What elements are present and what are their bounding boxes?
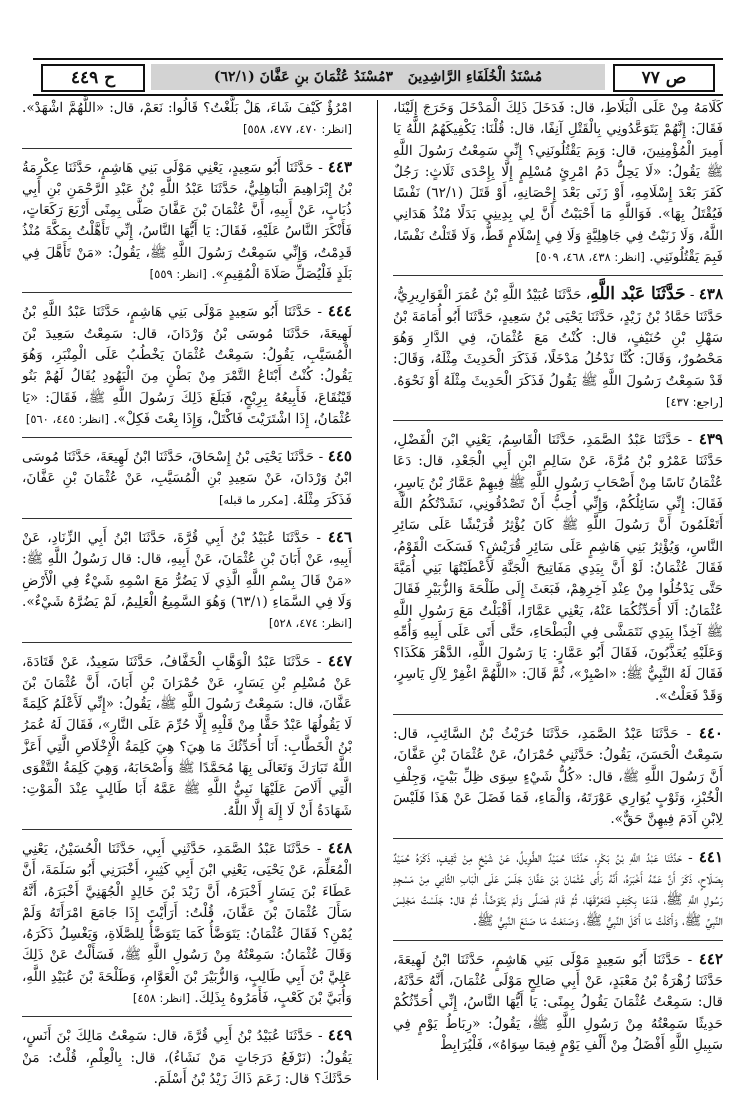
hadith-entry: ٤٤٢ - حَدَّثَنَا أَبُو سَعِيدٍ مَوْلَى بَنِي هَاشِمٍ، حَدَّثَنَا ابْنُ لَهِيعَةَ، حَدَّثَنَا زُهْرَةُ بْنُ مَعْبَدٍ، عَنْ أَبِي صَالِحٍ مَوْلَى عُثْمَانَ، أَنَّهُ حَدَّثَهُ، قال: سَمِعْتُ عُثْمَانَ يَقُولُ بِمِنًى: يَا أَيُّهَا النَّاسُ، إِنِّي أُحَدِّثُكُمْ حَدِيثًا سَمِعْتُهُ مِنْ رَسُولِ اللَّهِ ﷺ، يَقُولُ: «رِبَاطُ يَوْمٍ فِي سَبِيلِ اللَّهِ أَفْضَلُ مِنْ أَلْفِ يَوْمٍ فِيمَا سِوَاهُ»، فَلْيُرَابِطْ: [393, 949, 723, 1053]
divider: [393, 420, 723, 421]
hadith-number: ٤٤٥: [327, 447, 352, 466]
page-number-box: [613, 64, 715, 92]
cross-reference: [مكرر ما قبله]: [218, 492, 289, 507]
divider: [393, 838, 723, 839]
entry-body: حَدَّثَنَا عُبَيْدُ بْنُ أَبِي قُرَّةَ، قال: سَمِعْتُ مَالِكَ بْنَ أَنَسٍ، يَقُولُ: (نَرْفَعُ دَرَجَاتٍ مَنْ نَشَاءُ)، قال: بِالْعِلْمِ، قُلْتُ: مَنْ حَدَّثَكَ؟ قال: زَعَمَ ذَاكَ زَيْدُ بْنُ أَسْلَمَ.: [22, 1028, 352, 1087]
book-title: مُسْنَدُ الْخُلَفَاءِ الرَّاشِدِينَ: [407, 69, 543, 85]
hadith-number: ٤٤٩: [327, 1026, 352, 1045]
divider: [22, 437, 352, 438]
continuation-text: [393, 98, 723, 268]
left-column: [22, 98, 352, 1097]
hadith-entry: ٤٤٠ - حَدَّثَنَا عَبْدُ الصَّمَدِ، حَدَّثَنَا حُرَيْثُ بْنُ السَّائِبِ، قال: سَمِعْتُ الْحَسَنَ، يَقُولُ: حَدَّثَنِي حُمْرَانُ، عَنْ عُثْمَانَ بْنِ عَفَّانَ، أَنَّ رَسُولَ اللَّهِ ﷺ، قال: «كُلُّ شَيْءٍ سِوَى ظِلِّ بَيْتٍ، وَجِلْفِ الْخُبْزِ، وَثَوْبٍ يُوَارِي عَوْرَتَهُ، وَالْمَاءِ، فَمَا فَضَلَ عَنْ هَذَا فَلَيْسَ لِابْنِ آدَمَ فِيهِنَّ حَقٌّ».: [393, 724, 723, 828]
divider: [393, 714, 723, 715]
hadith-number: ٤٤١: [698, 847, 723, 866]
hadith-number: ٤٤٤: [327, 302, 352, 321]
entry-body: حَدَّثَنَا عَبْدُ الصَّمَدِ، حَدَّثَنَا الْقَاسِمُ، يَعْنِي ابْنَ الْفَضْلِ، حَدَّثَنَا عَمْرُو بْنُ مُرَّةَ، عَنْ سَالِمِ ابْنِ أَبِي الْجَعْدِ، قال: دَعَا عُثْمَانُ نَاسًا مِنْ أَصْحَابِ رَسُولِ اللَّهِ ﷺ فِيهِمْ عَمَّارُ بْنُ يَاسِرٍ، فَقَالَ: إِنِّي سَائِلُكُمْ، وَإِنِّي أُحِبُّ أَنْ تَصْدُقُونِي، نَشَدْتُكُمُ اللَّهَ أَتَعْلَمُونَ أَنَّ رَسُولَ اللَّهِ ﷺ كَانَ يُؤْثِرُ قُرَيْشًا عَلَى سَائِرِ النَّاسِ، وَيُؤْثِرُ بَنِي هَاشِمٍ عَلَى سَائِرِ قُرَيْشٍ؟ فَسَكَتَ الْقَوْمُ، فَقَالَ عُثْمَانُ: لَوْ أَنَّ بِيَدِي مَفَاتِيحَ الْجَنَّةِ لَأَعْطَيْتُهَا بَنِي أُمَيَّةَ حَتَّى يَدْخُلُوا مِنْ عِنْدِ آخِرِهِمْ، فَبَعَثَ إِلَى طَلْحَةَ وَالزُّبَيْرِ فَقَالَ عُثْمَانُ: أَلَا أُحَدِّثُكُمَا عَنْهُ، يَعْنِي عَمَّارًا، أَقْبَلْتُ مَعَ رَسُولِ اللَّهِ ﷺ آخِذًا بِيَدِي نَتَمَشَّى فِي الْبَطْحَاءِ، حَتَّى أَتَى عَلَى أَبِيهِ وَأُمِّهِ وَعَلَيْهِ يُعَذَّبُونَ، فَقَالَ أَبُو عَمَّارٍ: يَا رَسُولَ اللَّهِ، الدَّهْرَ هَكَذَا؟ فَقَالَ لَهُ النَّبِيُّ ﷺ: «اصْبِرْ»، ثُمَّ قَالَ: «اللَّهُمَّ اغْفِرْ لِآلِ يَاسِرٍ، وَقَدْ فَعَلْتُ».: [393, 432, 723, 704]
entry-body: حَدَّثَنَا يَحْيَى بْنُ إِسْحَاقَ، حَدَّثَنَا ابْنُ لَهِيعَةَ، حَدَّثَنَا مُوسَى ابْنُ وَرْدَانَ، عَنْ سَعِيدِ بْنِ الْمُسَيَّبِ، عَنْ عُثْمَانَ بْنِ عَفَّانَ، فَذَكَرَ مِثْلَهُ.: [22, 449, 352, 508]
hadith-entry: ٤٤١ - حَدَّثَنَا عَبْدُ اللَّهِ بْنُ بَكْرٍ، حَدَّثَنَا حُمَيْدٌ الطَّوِيلُ، عَنْ شَيْخٍ مِنْ ثَقِيفٍ، ذَكَرَهُ حُمَيْدٌ بِصَلَاحٍ، ذَكَرَ أَنَّ عَمَّهُ أَخْبَرَهُ، أَنَّهُ رَأَى عُثْمَانَ بْنَ عَفَّانَ جَلَسَ عَلَى الْبَابِ الثَّانِي مِنْ مَسْجِدِ رَسُولِ اللَّهِ ﷺ، فَدَعَا بِكَتِفٍ فَتَعَرَّقَهَا، ثُمَّ قَامَ فَصَلَّى وَلَمْ يَتَوَضَّأْ، ثُمَّ قال: جَلَسْتُ مَجْلِسَ النَّبِيِّ ﷺ، وَأَكَلْتُ مَا أَكَلَ النَّبِيُّ ﷺ، وَصَنَعْتُ مَا صَنَعَ النَّبِيُّ ﷺ.: [393, 847, 723, 930]
page-number: ص ٧٧: [641, 68, 687, 88]
hadith-range-box: [41, 64, 145, 92]
entry-body: كَلَامَهُ مِنْ عَلَى الْبَلَاطِ، قال: فَدَخَلَ ذَلِكَ الْمَدْخَلَ وَخَرَجَ إِلَيْنَا، فَقَالَ: إِنَّهُمْ يَتَوَعَّدُونِي بِالْقَتْلِ آنِفًا، قال: قُلْنَا: يَكْفِيكَهُمُ اللَّهُ يَا أَمِيرَ الْمُؤْمِنِينَ، قال: وَبِمَ يَقْتُلُونَنِي؟ إِنِّي سَمِعْتُ رَسُولَ اللَّهِ ﷺ يَقُولُ: «لَا يَحِلُّ دَمُ امْرِئٍ مُسْلِمٍ إِلَّا بِإِحْدَى ثَلَاثٍ: رَجُلٌ كَفَرَ بَعْدَ إِسْلَامِهِ، أَوْ زَنَى بَعْدَ إِحْصَانِهِ، أَوْ قَتَلَ (٦٢/١) نَفْسًا فَيُقْتَلُ بِهَا». فَوَاللَّهِ مَا أَحْبَبْتُ أَنَّ لِي بِدِينِي بَدَلًا مُنْذُ هَدَانِي اللَّهُ، وَلَا زَنَيْتُ فِي جَاهِلِيَّةٍ وَلَا فِي إِسْلَامٍ قَطُّ، وَلَا قَتَلْتُ نَفْسًا، فَبِمَ يَقْتُلُونَنِي.: [393, 100, 723, 266]
entry-body: حَدَّثَنَا أَبُو سَعِيدٍ، يَعْنِي مَوْلَى بَنِي هَاشِمٍ، حَدَّثَنَا عِكْرِمَةُ بْنُ إِبْرَاهِيمَ الْبَاهِلِيُّ، حَدَّثَنَا عَبْدُ اللَّهِ بْنُ عَبْدِ الرَّحْمَنِ بْنِ أَبِي ذُبَابٍ، عَنْ أَبِيهِ، أَنَّ عُثْمَانَ بْنَ عَفَّانَ صَلَّى بِمِنًى أَرْبَعَ رَكَعَاتٍ، فَأَنْكَرَ النَّاسُ عَلَيْهِ، فَقَالَ: يَا أَيُّهَا النَّاسُ، إِنِّي تَأَهَّلْتُ بِمَكَّةَ مُنْذُ قَدِمْتُ، وَإِنِّي سَمِعْتُ رَسُولَ اللَّهِ ﷺ، يَقُولُ: «مَنْ تَأَهَّلَ فِي بَلَدٍ فَلْيُصَلِّ صَلَاةَ الْمُقِيمِ».: [22, 159, 352, 283]
entry-body: حَدَّثَنَا أَبُو سَعِيدٍ مَوْلَى بَنِي هَاشِمٍ، حَدَّثَنَا عَبْدُ اللَّهِ بْنُ لَهِيعَةَ، حَدَّثَنَا مُوسَى بْنُ وَرْدَانَ، قال: سَمِعْتُ سَعِيدَ بْنَ الْمُسَيَّبِ، يَقُولُ: سَمِعْتُ عُثْمَانَ يَخْطُبُ عَلَى الْمِنْبَرِ، وَهُوَ يَقُولُ: كُنْتُ أَبْتَاعُ التَّمْرَ مِنْ بَطْنٍ مِنَ الْيَهُودِ يُقَالُ لَهُمْ بَنُو قَيْنُقَاعَ، فَأَبِيعُهُ بِرِبْحٍ، فَبَلَغَ ذَلِكَ رَسُولَ اللَّهِ ﷺ، فَقَالَ: «يَا عُثْمَانُ، إِذَا اشْتَرَيْتَ فَاكْتَلْ، وَإِذَا بِعْتَ فَكِلْ».: [22, 304, 352, 427]
hadith-entry: ٤٤٣ - حَدَّثَنَا أَبُو سَعِيدٍ، يَعْنِي مَوْلَى بَنِي هَاشِمٍ، حَدَّثَنَا عِكْرِمَةُ بْنُ إِبْرَاهِيمَ الْبَاهِلِيُّ، حَدَّثَنَا عَبْدُ اللَّهِ بْنُ عَبْدِ الرَّحْمَنِ بْنِ أَبِي ذُبَابٍ، عَنْ أَبِيهِ، أَنَّ عُثْمَانَ بْنَ عَفَّانَ صَلَّى بِمِنًى أَرْبَعَ رَكَعَاتٍ، فَأَنْكَرَ النَّاسُ عَلَيْهِ، فَقَالَ: يَا أَيُّهَا النَّاسُ، إِنِّي تَأَهَّلْتُ بِمَكَّةَ مُنْذُ قَدِمْتُ، وَإِنِّي سَمِعْتُ رَسُولَ اللَّهِ ﷺ، يَقُولُ: «مَنْ تَأَهَّلَ فِي بَلَدٍ فَلْيُصَلِّ صَلَاةَ الْمُقِيمِ». [انظر: ٥٥٩]: [22, 157, 352, 283]
right-column: [393, 98, 723, 1063]
continuation-text: [22, 98, 352, 141]
hadith-range: ح ٤٤٩: [70, 68, 116, 88]
hadith-entry: ٤٤٧ - حَدَّثَنَا عَبْدُ الْوَهَّابِ الْخَفَّافُ، حَدَّثَنَا سَعِيدٌ، عَنْ قَتَادَةَ، عَنْ مُسْلِمِ بْنِ يَسَارٍ، عَنْ حُمْرَانَ بْنِ أَبَانَ، أَنَّ عُثْمَانَ بْنَ عَفَّانَ، قال: سَمِعْتُ رَسُولَ اللَّهِ ﷺ، يَقُولُ: «إِنِّي لَأَعْلَمُ كَلِمَةً لَا يَقُولُهَا عَبْدٌ حَقًّا مِنْ قَلْبِهِ إِلَّا حُرِّمَ عَلَى النَّارِ»، فَقَالَ لَهُ عُمَرُ بْنُ الْخَطَّابِ: أَنَا أُحَدِّثُكَ مَا هِيَ؟ هِيَ كَلِمَةُ الْإِخْلَاصِ الَّتِي أَعَزَّ اللَّهُ تَبَارَكَ وَتَعَالَى بِهَا مُحَمَّدًا ﷺ وَأَصْحَابَهُ، وَهِيَ كَلِمَةُ التَّقْوَى الَّتِي أَلَاصَ عَلَيْهَا نَبِيُّ اللَّهِ ﷺ عَمَّهُ أَبَا طَالِبٍ عِنْدَ الْمَوْتِ: شَهَادَةُ أَنْ لَا إِلَهَ إِلَّا اللَّهُ.: [22, 651, 352, 819]
divider: [393, 275, 723, 276]
hadith-number: ٤٣٨: [698, 285, 723, 304]
entry-body: امْرُؤٌ كَيْفَ شَاءَ، هَلْ بَلَّغْتُ؟ قَالُوا: نَعَمْ، قال: «اللَّهُمَّ اشْهَدْ».: [22, 100, 352, 116]
hadith-entry: ٤٤٥ - حَدَّثَنَا يَحْيَى بْنُ إِسْحَاقَ، حَدَّثَنَا ابْنُ لَهِيعَةَ، حَدَّثَنَا مُوسَى ابْنُ وَرْدَانَ، عَنْ سَعِيدِ بْنِ الْمُسَيَّبِ، عَنْ عُثْمَانَ بْنِ عَفَّانَ، فَذَكَرَ مِثْلَهُ. [مكرر ما قبله]: [22, 447, 352, 508]
entry-body: حَدَّثَنَا عَبْدُ الْوَهَّابِ الْخَفَّافُ، حَدَّثَنَا سَعِيدٌ، عَنْ قَتَادَةَ، عَنْ مُسْلِمِ بْنِ يَسَارٍ، عَنْ حُمْرَانَ بْنِ أَبَانَ، أَنَّ عُثْمَانَ بْنَ عَفَّانَ، قال: سَمِعْتُ رَسُولَ اللَّهِ ﷺ، يَقُولُ: «إِنِّي لَأَعْلَمُ كَلِمَةً لَا يَقُولُهَا عَبْدٌ حَقًّا مِنْ قَلْبِهِ إِلَّا حُرِّمَ عَلَى النَّارِ»، فَقَالَ لَهُ عُمَرُ بْنُ الْخَطَّابِ: أَنَا أُحَدِّثُكَ مَا هِيَ؟ هِيَ كَلِمَةُ الْإِخْلَاصِ الَّتِي أَعَزَّ اللَّهُ تَبَارَكَ وَتَعَالَى بِهَا مُحَمَّدًا ﷺ وَأَصْحَابَهُ، وَهِيَ كَلِمَةُ التَّقْوَى الَّتِي أَلَاصَ عَلَيْهَا نَبِيُّ اللَّهِ ﷺ عَمَّهُ أَبَا طَالِبٍ عِنْدَ الْمَوْتِ: شَهَادَةُ أَنْ لَا إِلَهَ إِلَّا اللَّهُ.: [22, 653, 352, 819]
hadith-entry: ٤٤٩ - حَدَّثَنَا عُبَيْدُ بْنُ أَبِي قُرَّةَ، قال: سَمِعْتُ مَالِكَ بْنَ أَنَسٍ، يَقُولُ: (نَرْفَعُ دَرَجَاتٍ مَنْ نَشَاءُ)، قال: بِالْعِلْمِ، قُلْتُ: مَنْ حَدَّثَكَ؟ قال: زَعَمَ ذَاكَ زَيْدُ بْنُ أَسْلَمَ.: [22, 1026, 352, 1087]
hadith-number: ٤٤٨: [327, 838, 352, 857]
running-title: [151, 64, 605, 90]
section-title: ٣مُسْنَدُ عُثْمَانَ بنِ عَفَّانَ (٦٢/١): [213, 69, 394, 85]
hadith-entry: ٤٤٤ - حَدَّثَنَا أَبُو سَعِيدٍ مَوْلَى بَنِي هَاشِمٍ، حَدَّثَنَا عَبْدُ اللَّهِ بْنُ لَهِيعَةَ، حَدَّثَنَا مُوسَى بْنُ وَرْدَانَ، قال: سَمِعْتُ سَعِيدَ بْنَ الْمُسَيَّبِ، يَقُولُ: سَمِعْتُ عُثْمَانَ يَخْطُبُ عَلَى الْمِنْبَرِ، وَهُوَ يَقُولُ: كُنْتُ أَبْتَاعُ التَّمْرَ مِنْ بَطْنٍ مِنَ الْيَهُودِ يُقَالُ لَهُمْ بَنُو قَيْنُقَاعَ، فَأَبِيعُهُ بِرِبْحٍ، فَبَلَغَ ذَلِكَ رَسُولَ اللَّهِ ﷺ، فَقَالَ: «يَا عُثْمَانُ، إِذَا اشْتَرَيْتَ فَاكْتَلْ، وَإِذَا بِعْتَ فَكِلْ». [انظر: ٤٤٥، ٥٦٠]: [22, 302, 352, 427]
hadith-entry: ٤٣٩ - حَدَّثَنَا عَبْدُ الصَّمَدِ، حَدَّثَنَا الْقَاسِمُ، يَعْنِي ابْنَ الْفَضْلِ، حَدَّثَنَا عَمْرُو بْنُ مُرَّةَ، عَنْ سَالِمِ ابْنِ أَبِي الْجَعْدِ، قال: دَعَا عُثْمَانُ نَاسًا مِنْ أَصْحَابِ رَسُولِ اللَّهِ ﷺ فِيهِمْ عَمَّارُ بْنُ يَاسِرٍ، فَقَالَ: إِنِّي سَائِلُكُمْ، وَإِنِّي أُحِبُّ أَنْ تَصْدُقُونِي، نَشَدْتُكُمُ اللَّهَ أَتَعْلَمُونَ أَنَّ رَسُولَ اللَّهِ ﷺ كَانَ يُؤْثِرُ قُرَيْشًا عَلَى سَائِرِ النَّاسِ، وَيُؤْثِرُ بَنِي هَاشِمٍ عَلَى سَائِرِ قُرَيْشٍ؟ فَسَكَتَ الْقَوْمُ، فَقَالَ عُثْمَانُ: لَوْ أَنَّ بِيَدِي مَفَاتِيحَ الْجَنَّةِ لَأَعْطَيْتُهَا بَنِي أُمَيَّةَ حَتَّى يَدْخُلُوا مِنْ عِنْدِ آخِرِهِمْ، فَبَعَثَ إِلَى طَلْحَةَ وَالزُّبَيْرِ فَقَالَ عُثْمَانُ: أَلَا أُحَدِّثُكُمَا عَنْهُ، يَعْنِي عَمَّارًا، أَقْبَلْتُ مَعَ رَسُولِ اللَّهِ ﷺ آخِذًا بِيَدِي نَتَمَشَّى فِي الْبَطْحَاءِ، حَتَّى أَتَى عَلَى أَبِيهِ وَأُمِّهِ وَعَلَيْهِ يُعَذَّبُونَ، فَقَالَ أَبُو عَمَّارٍ: يَا رَسُولَ اللَّهِ، الدَّهْرَ هَكَذَا؟ فَقَالَ لَهُ النَّبِيُّ ﷺ: «اصْبِرْ»، ثُمَّ قَالَ: «اللَّهُمَّ اغْفِرْ لِآلِ يَاسِرٍ، وَقَدْ فَعَلْتُ».: [393, 430, 723, 704]
hadith-number: ٤٤٠: [698, 724, 723, 743]
cross-reference: [انظر: ٤٧٤، ٥٢٨]: [268, 616, 352, 631]
entry-body: حَدَّثَنَا عَبْدُ الصَّمَدِ، حَدَّثَنِي أَبِي، حَدَّثَنَا الْحُسَيْنُ، يَعْنِي الْمُعَلِّمَ، عَنْ يَحْيَى، يَعْنِي ابْنَ أَبِي كَثِيرٍ، أَخْبَرَنِي أَبُو سَلَمَةَ، أَنَّ عَطَاءَ بْنَ يَسَارٍ أَخْبَرَهُ، أَنَّ زَيْدَ بْنَ خَالِدٍ الْجُهَنِيَّ أَخْبَرَهُ، أَنَّهُ سَأَلَ عُثْمَانَ بْنَ عَفَّانَ، قُلْتُ: أَرَأَيْتَ إِذَا جَامَعَ امْرَأَتَهُ وَلَمْ يُمْنِ؟ فَقَالَ عُثْمَانُ: يَتَوَضَّأُ كَمَا يَتَوَضَّأُ لِلصَّلَاةِ، وَيَغْسِلُ ذَكَرَهُ، وَقَالَ عُثْمَانُ: سَمِعْتُهُ مِنْ رَسُولِ اللَّهِ ﷺ، فَسَأَلْتُ عَنْ ذَلِكَ عَلِيَّ بْنَ أَبِي طَالِبٍ، وَالزُّبَيْرَ بْنَ الْعَوَّامِ، وَطَلْحَةَ بْنَ عُبَيْدِ اللَّهِ، وَأُبَيَّ بْنَ كَعْبٍ، فَأَمَرُوهُ بِذَلِكَ.: [22, 840, 352, 1006]
divider: [22, 148, 352, 149]
divider: [393, 940, 723, 941]
page-header: [33, 58, 723, 96]
divider: [22, 642, 352, 643]
divider: [22, 518, 352, 519]
hadith-number: ٤٤٣: [327, 157, 352, 176]
entry-body: حَدَّثَنَا أَبُو سَعِيدٍ مَوْلَى بَنِي هَاشِمٍ، حَدَّثَنَا ابْنُ لَهِيعَةَ، حَدَّثَنَا زُهْرَةُ بْنُ مَعْبَدٍ، عَنْ أَبِي صَالِحٍ مَوْلَى عُثْمَانَ، أَنَّهُ حَدَّثَهُ، قال: سَمِعْتُ عُثْمَانَ يَقُولُ بِمِنًى: يَا أَيُّهَا النَّاسُ، إِنِّي أُحَدِّثُكُمْ حَدِيثًا سَمِعْتُهُ مِنْ رَسُولِ اللَّهِ ﷺ، يَقُولُ: «رِبَاطُ يَوْمٍ فِي سَبِيلِ اللَّهِ أَفْضَلُ مِنْ أَلْفِ يَوْمٍ فِيمَا سِوَاهُ»، فَلْيُرَابِطْ: [393, 951, 723, 1053]
hadith-number: ٤٣٩: [698, 430, 723, 449]
entry-body: حَدَّثَنَا عُبَيْدُ بْنُ أَبِي قُرَّةَ، حَدَّثَنَا ابْنُ أَبِي الزِّنَادِ، عَنْ أَبِيهِ، عَنْ أَبَانَ بْنِ عُثْمَانَ، عَنْ أَبِيهِ، قال: قال رَسُولُ اللَّهِ ﷺ: «مَنْ قَالَ بِسْمِ اللَّهِ الَّذِي لَا يَضُرُّ مَعَ اسْمِهِ شَيْءٌ فِي الْأَرْضِ وَلَا فِي السَّمَاءِ (٦٣/١) وَهُوَ السَّمِيعُ الْعَلِيمُ، لَمْ يَضُرَّهُ شَيْءٌ».: [22, 530, 352, 610]
hadith-entry: ٤٤٦ - حَدَّثَنَا عُبَيْدُ بْنُ أَبِي قُرَّةَ، حَدَّثَنَا ابْنُ أَبِي الزِّنَادِ، عَنْ أَبِيهِ، عَنْ أَبَانَ بْنِ عُثْمَانَ، عَنْ أَبِيهِ، قال: قال رَسُولُ اللَّهِ ﷺ: «مَنْ قَالَ بِسْمِ اللَّهِ الَّذِي لَا يَضُرُّ مَعَ اسْمِهِ شَيْءٌ فِي الْأَرْضِ وَلَا فِي السَّمَاءِ (٦٣/١) وَهُوَ السَّمِيعُ الْعَلِيمُ، لَمْ يَضُرَّهُ شَيْءٌ». [انظر: ٤٧٤، ٥٢٨]: [22, 528, 352, 631]
cross-reference: [انظر: ٤٧٠، ٤٧٧، ٥٥٨]: [242, 122, 352, 137]
hadith-heading: حَدَّثَنَا عَبْد اللَّهِ: [590, 284, 686, 305]
divider: [22, 829, 352, 830]
cross-reference: [انظر: ٥٥٩]: [149, 267, 207, 282]
hadith-number: ٤٤٦: [327, 528, 352, 547]
cross-reference: [انظر: ٤٣٨، ٤٦٨، ٥٠٩]: [535, 250, 645, 265]
entry-body: حَدَّثَنَا عَبْدُ اللَّهِ بْنُ بَكْرٍ، حَدَّثَنَا حُمَيْدٌ الطَّوِيلُ، عَنْ شَيْخٍ مِنْ ثَقِيفٍ، ذَكَرَهُ حُمَيْدٌ بِصَلَاحٍ، ذَكَرَ أَنَّ عَمَّهُ أَخْبَرَهُ، أَنَّهُ رَأَى عُثْمَانَ بْنَ عَفَّانَ جَلَسَ عَلَى الْبَابِ الثَّانِي مِنْ مَسْجِدِ رَسُولِ اللَّهِ ﷺ، فَدَعَا بِكَتِفٍ فَتَعَرَّقَهَا، ثُمَّ قَامَ فَصَلَّى وَلَمْ يَتَوَضَّأْ، ثُمَّ قال: جَلَسْتُ مَجْلِسَ النَّبِيِّ ﷺ، وَأَكَلْتُ مَا أَكَلَ النَّبِيُّ ﷺ، وَصَنَعْتُ مَا صَنَعَ النَّبِيُّ ﷺ.: [393, 849, 723, 930]
entry-body: ، حَدَّثَنَا عُبَيْدُ اللَّهِ بْنُ عُمَرَ الْقَوَارِيرِيُّ، حَدَّثَنَا حَمَّادُ بْنُ زَيْدٍ، حَدَّثَنَا يَحْيَى بْنُ سَعِيدٍ، حَدَّثَنَا أَبُو أُمَامَةَ بْنُ سَهْلِ بْنِ حُنَيْفٍ، قال: كُنْتُ مَعَ عُثْمَانَ، فِي الدَّارِ وَهُوَ مَحْصُورٌ، وَقَالَ: كُنَّا نَدْخُلُ مَدْخَلًا، فَذَكَرَ الْحَدِيثَ مِثْلَهُ، وَقَالَ: قَدْ سَمِعْتُ رَسُولَ اللَّهِ ﷺ يَقُولُ فَذَكَرَ الْحَدِيثَ مِثْلَهُ أَوْ نَحْوَهُ.: [393, 287, 723, 389]
divider: [22, 292, 352, 293]
divider: [22, 1016, 352, 1017]
cross-reference: [انظر: ٤٤٥، ٥٦٠]: [25, 411, 109, 426]
entry-body: حَدَّثَنَا عَبْدُ الصَّمَدِ، حَدَّثَنَا حُرَيْثُ بْنُ السَّائِبِ، قال: سَمِعْتُ الْحَسَنَ، يَقُولُ: حَدَّثَنِي حُمْرَانُ، عَنْ عُثْمَانَ بْنِ عَفَّانَ، أَنَّ رَسُولَ اللَّهِ ﷺ، قال: «كُلُّ شَيْءٍ سِوَى ظِلِّ بَيْتٍ، وَجِلْفِ الْخُبْزِ، وَثَوْبٍ يُوَارِي عَوْرَتَهُ، وَالْمَاءِ، فَمَا فَضَلَ عَنْ هَذَا فَلَيْسَ لِابْنِ آدَمَ فِيهِنَّ حَقٌّ».: [393, 726, 723, 828]
cross-reference: [انظر: ٤٥٨]: [132, 990, 191, 1005]
hadith-entry: ٤٣٨ - حَدَّثَنَا عَبْد اللَّهِ، حَدَّثَنَا عُبَيْدُ اللَّهِ بْنُ عُمَرَ الْقَوَارِيرِيُّ، حَدَّثَنَا حَمَّادُ بْنُ زَيْدٍ، حَدَّثَنَا يَحْيَى بْنُ سَعِيدٍ، حَدَّثَنَا أَبُو أُمَامَةَ بْنُ سَهْلِ بْنِ حُنَيْفٍ، قال: كُنْتُ مَعَ عُثْمَانَ، فِي الدَّارِ وَهُوَ مَحْصُورٌ، وَقَالَ: كُنَّا نَدْخُلُ مَدْخَلًا، فَذَكَرَ الْحَدِيثَ مِثْلَهُ، وَقَالَ: قَدْ سَمِعْتُ رَسُولَ اللَّهِ ﷺ يَقُولُ فَذَكَرَ الْحَدِيثَ مِثْلَهُ أَوْ نَحْوَهُ. [راجع: ٤٣٧]: [393, 284, 723, 409]
hadith-entry: ٤٤٨ - حَدَّثَنَا عَبْدُ الصَّمَدِ، حَدَّثَنِي أَبِي، حَدَّثَنَا الْحُسَيْنُ، يَعْنِي الْمُعَلِّمَ، عَنْ يَحْيَى، يَعْنِي ابْنَ أَبِي كَثِيرٍ، أَخْبَرَنِي أَبُو سَلَمَةَ، أَنَّ عَطَاءَ بْنَ يَسَارٍ أَخْبَرَهُ، أَنَّ زَيْدَ بْنَ خَالِدٍ الْجُهَنِيَّ أَخْبَرَهُ، أَنَّهُ سَأَلَ عُثْمَانَ بْنَ عَفَّانَ، قُلْتُ: أَرَأَيْتَ إِذَا جَامَعَ امْرَأَتَهُ وَلَمْ يُمْنِ؟ فَقَالَ عُثْمَانُ: يَتَوَضَّأُ كَمَا يَتَوَضَّأُ لِلصَّلَاةِ، وَيَغْسِلُ ذَكَرَهُ، وَقَالَ عُثْمَانُ: سَمِعْتُهُ مِنْ رَسُولِ اللَّهِ ﷺ، فَسَأَلْتُ عَنْ ذَلِكَ عَلِيَّ بْنَ أَبِي طَالِبٍ، وَالزُّبَيْرَ بْنَ الْعَوَّامِ، وَطَلْحَةَ بْنَ عُبَيْدِ اللَّهِ، وَأُبَيَّ بْنَ كَعْبٍ، فَأَمَرُوهُ بِذَلِكَ. [انظر: ٤٥٨]: [22, 838, 352, 1006]
column-divider: [377, 100, 378, 1080]
hadith-number: ٤٤٧: [327, 651, 352, 670]
cross-reference: [راجع: ٤٣٧]: [665, 394, 723, 409]
hadith-number: ٤٤٢: [698, 949, 723, 968]
